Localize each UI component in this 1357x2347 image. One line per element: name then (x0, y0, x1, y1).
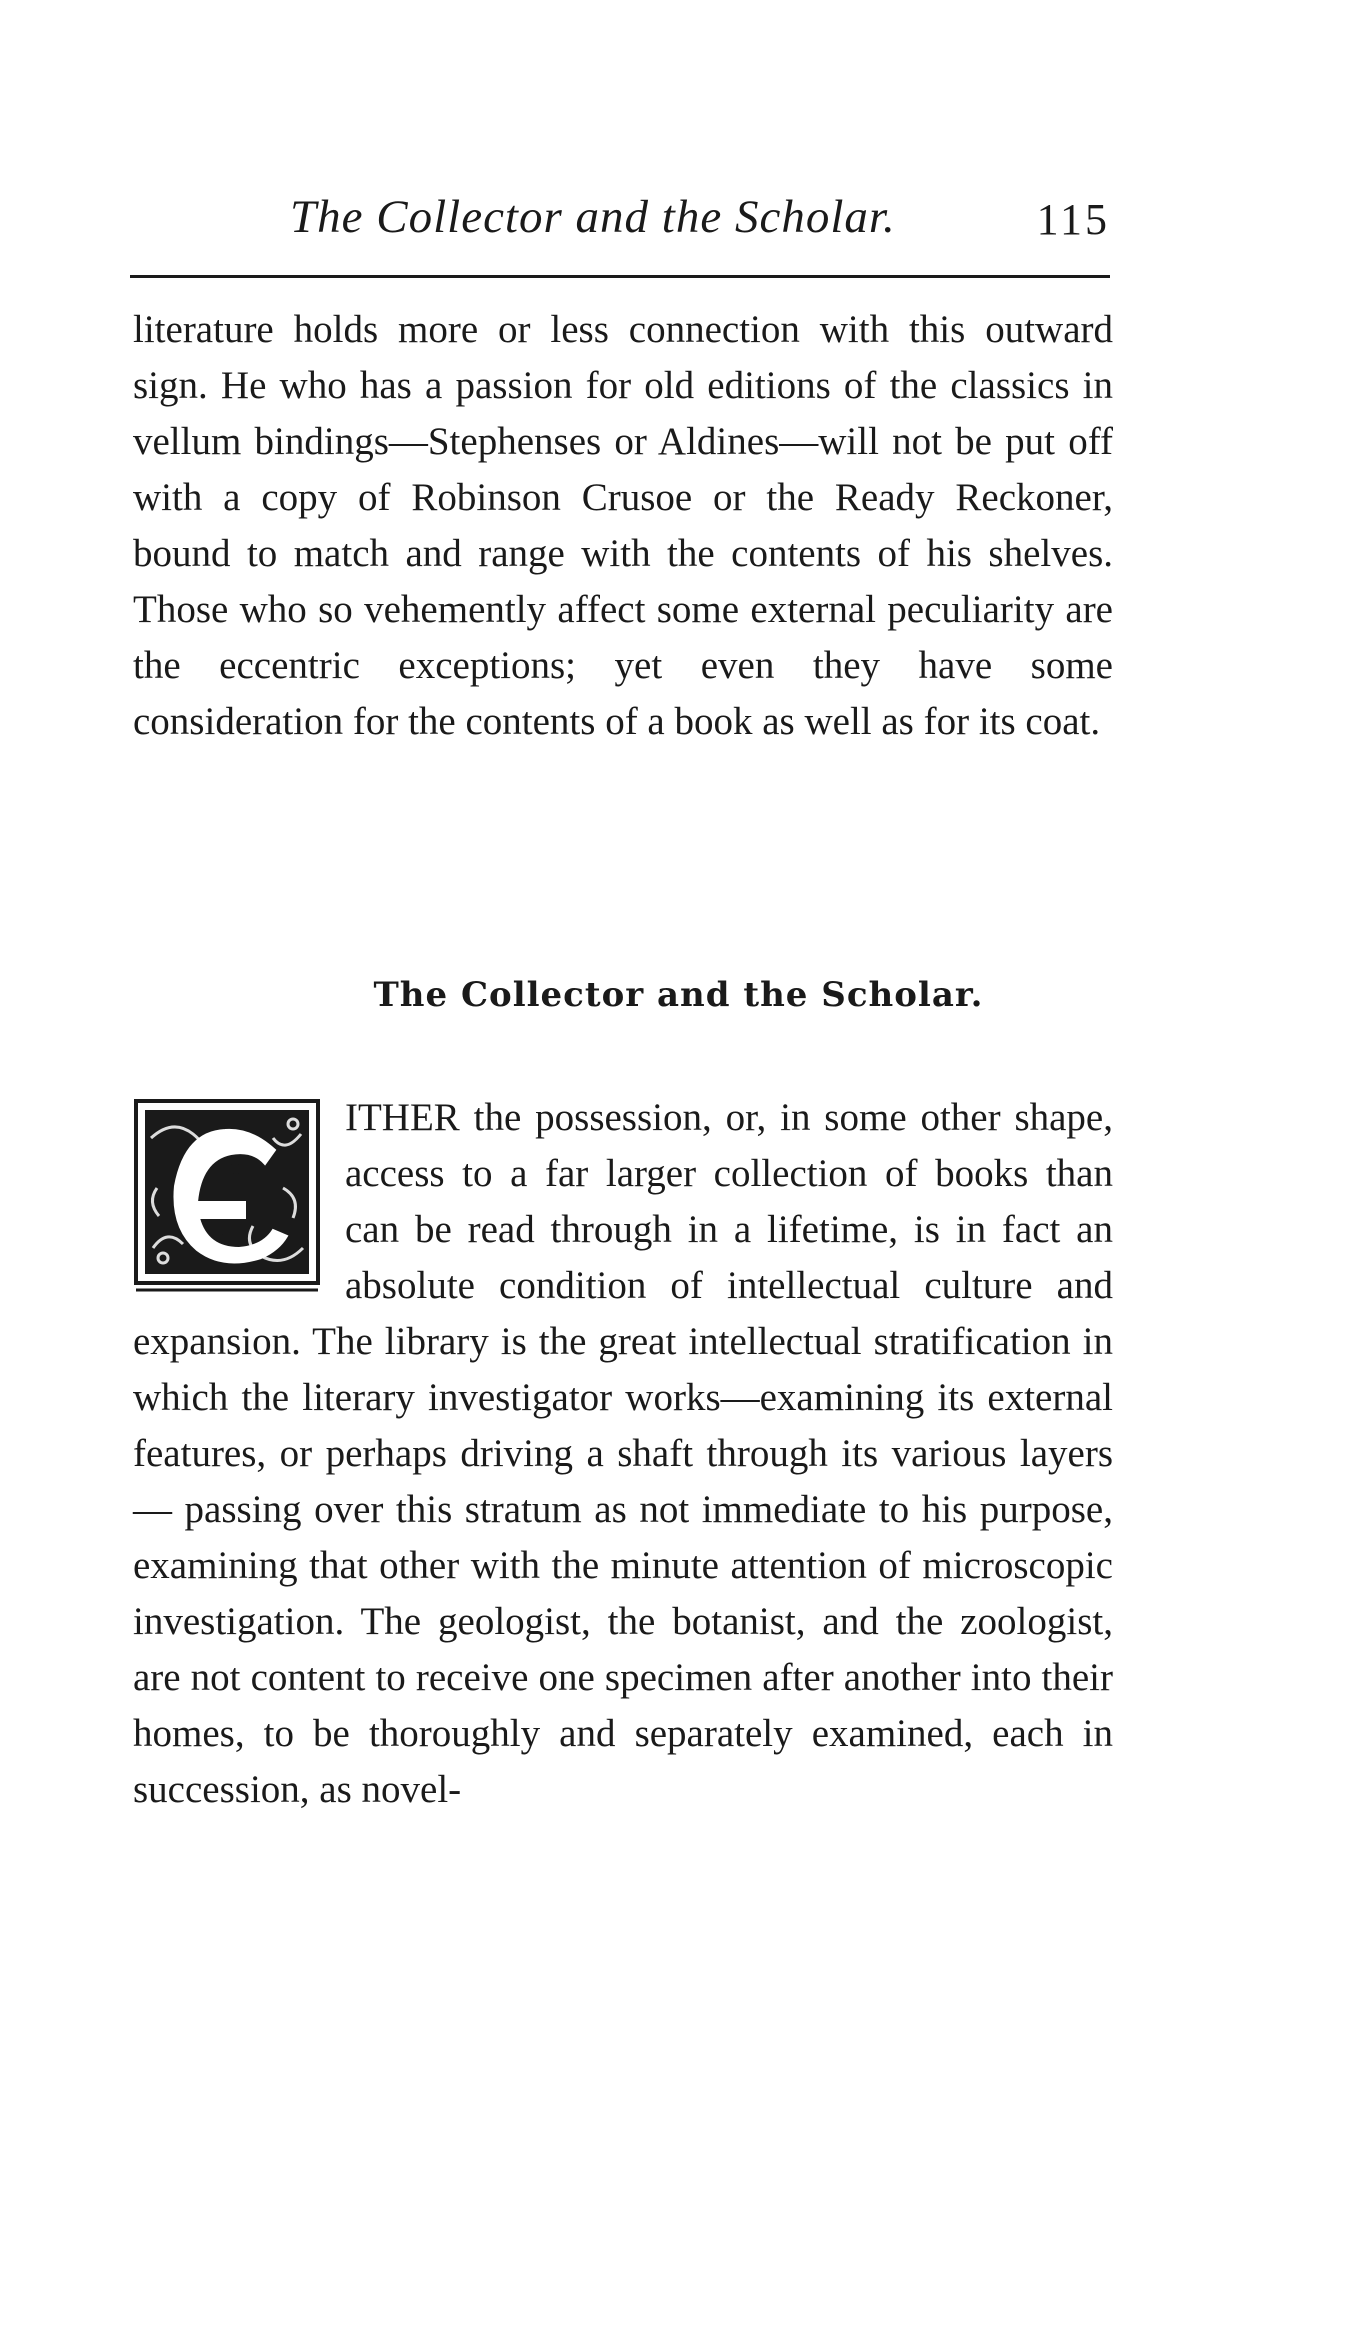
section-paragraph (133, 1090, 1113, 1818)
running-title: The Collector and the Scholar. (290, 191, 896, 243)
running-head (130, 190, 1110, 260)
ornamental-initial-icon (133, 1098, 321, 1296)
header-rule (130, 275, 1110, 278)
page-number: 115 (1036, 195, 1110, 244)
section-heading: The Collector and the Scholar. (373, 975, 984, 1015)
section-paragraph-text: ITHER the possession, or, in some other shape, access to a far larger collection of books than can be read through in a lifetime, is in fact an absolute condition of intellectual culture and expansion. The library is the great intellectual stratification in which the literary investigator works—examining its external features, or perhaps driving a shaft through its various layers — passing over this stratum as not immediate to his purpose, examining that other with the minute attention of microscopic investigation. The geologist, the botanist, and the zoologist, are not content to receive one specimen after another into their homes, to be thoroughly and separately examined, each in succession, as novel- (133, 1096, 1113, 1811)
paragraph-continued: literature holds more or less connection with this outward sign. He who has a passion for old editions of the classics in vellum bindings—Stephenses or Aldines—will not be put off with a copy of Robinson Crusoe or the Ready Reckoner, bound to match and range with the contents of his shelves. Those who so vehemently affect some external peculiarity are the eccentric exceptions; yet even they have some consideration for the contents of a book as well as for its coat. (133, 308, 1113, 743)
drop-cap-ornament (133, 1098, 321, 1296)
